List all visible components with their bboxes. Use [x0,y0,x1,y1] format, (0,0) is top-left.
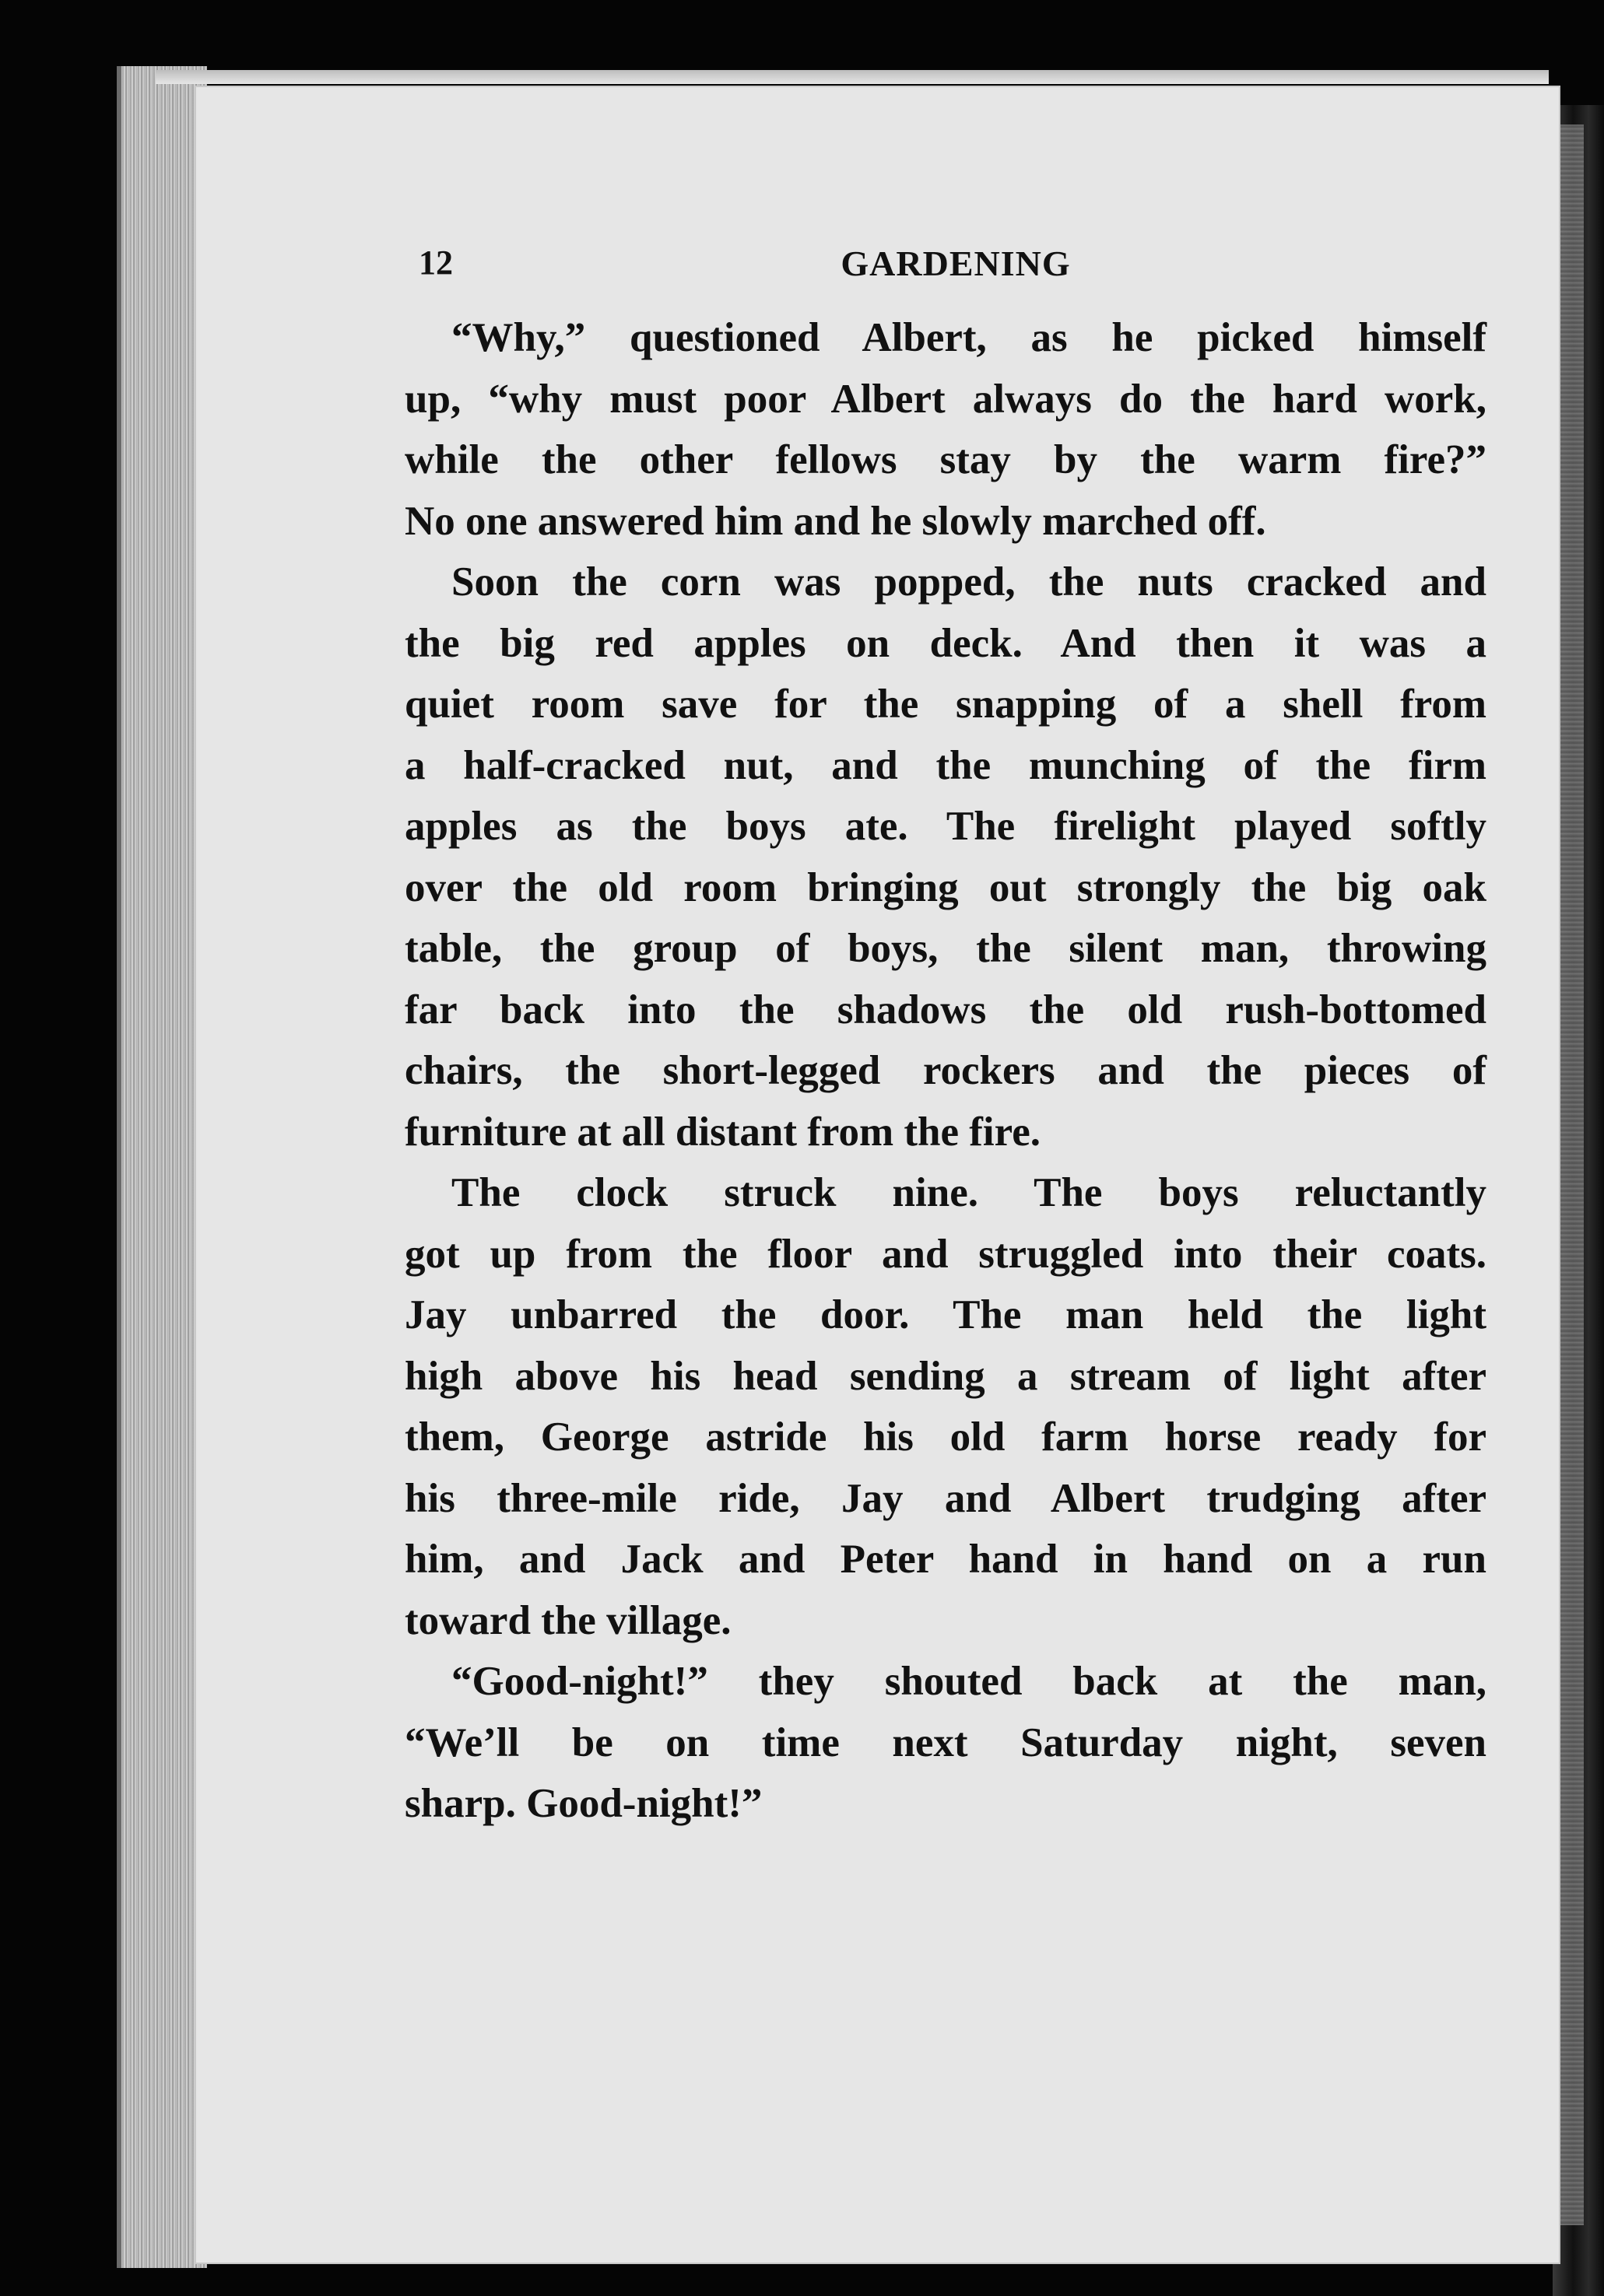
text-line: while the other fellows stay by the warm fire?” [405,437,1486,482]
text-line: his three-mile ride, Jay and Albert trudging after [405,1475,1486,1521]
right-page-edge [1560,124,1584,2225]
page-number: 12 [419,244,453,282]
text-line: Jay unbarred the door. The man held the light [405,1292,1486,1337]
text-line: The clock struck nine. The boys reluctantly [451,1170,1486,1215]
text-line: “Why,” questioned Albert, as he picked himself [451,315,1486,360]
running-head [419,243,1493,297]
text-line: furniture at all distant from the fire. [405,1109,1041,1155]
text-line: them, George astride his old farm horse ready for [405,1414,1486,1460]
body-text [405,307,1486,1835]
text-line: far back into the shadows the old rush-bottomed [405,987,1486,1032]
text-line: up, “why must poor Albert always do the hard work, [405,376,1486,422]
text-line: table, the group of boys, the silent man, throwing [405,926,1486,971]
text-line: quiet room save for the snapping of a shell from [405,682,1486,727]
text-line: chairs, the short-legged rockers and the pieces of [405,1048,1486,1093]
text-line: the big red apples on deck. And then it was a [405,620,1486,666]
running-title: GARDENING [841,244,1071,283]
text-line: toward the village. [405,1597,732,1643]
text-line: apples as the boys ate. The firelight played softly [405,804,1486,849]
text-line: No one answered him and he slowly marched off. [405,498,1266,544]
text-line: over the old room bringing out strongly the big oak [405,864,1486,910]
text-line: “Good-night!” they shouted back at the man, [451,1659,1486,1704]
page-stack-top-edge [156,70,1549,84]
page-stack-edge [117,66,207,2268]
text-line: high above his head sending a stream of light after [405,1353,1486,1399]
text-line: got up from the floor and struggled into their coats. [405,1231,1486,1277]
text-line: a half-cracked nut, and the munching of the firm [405,742,1486,788]
text-line: him, and Jack and Peter hand in hand on a run [405,1537,1486,1582]
text-line: “We’ll be on time next Saturday night, seven [405,1719,1486,1765]
text-line: Soon the corn was popped, the nuts cracked and [451,559,1486,605]
text-line: sharp. Good-night!” [405,1781,763,1826]
